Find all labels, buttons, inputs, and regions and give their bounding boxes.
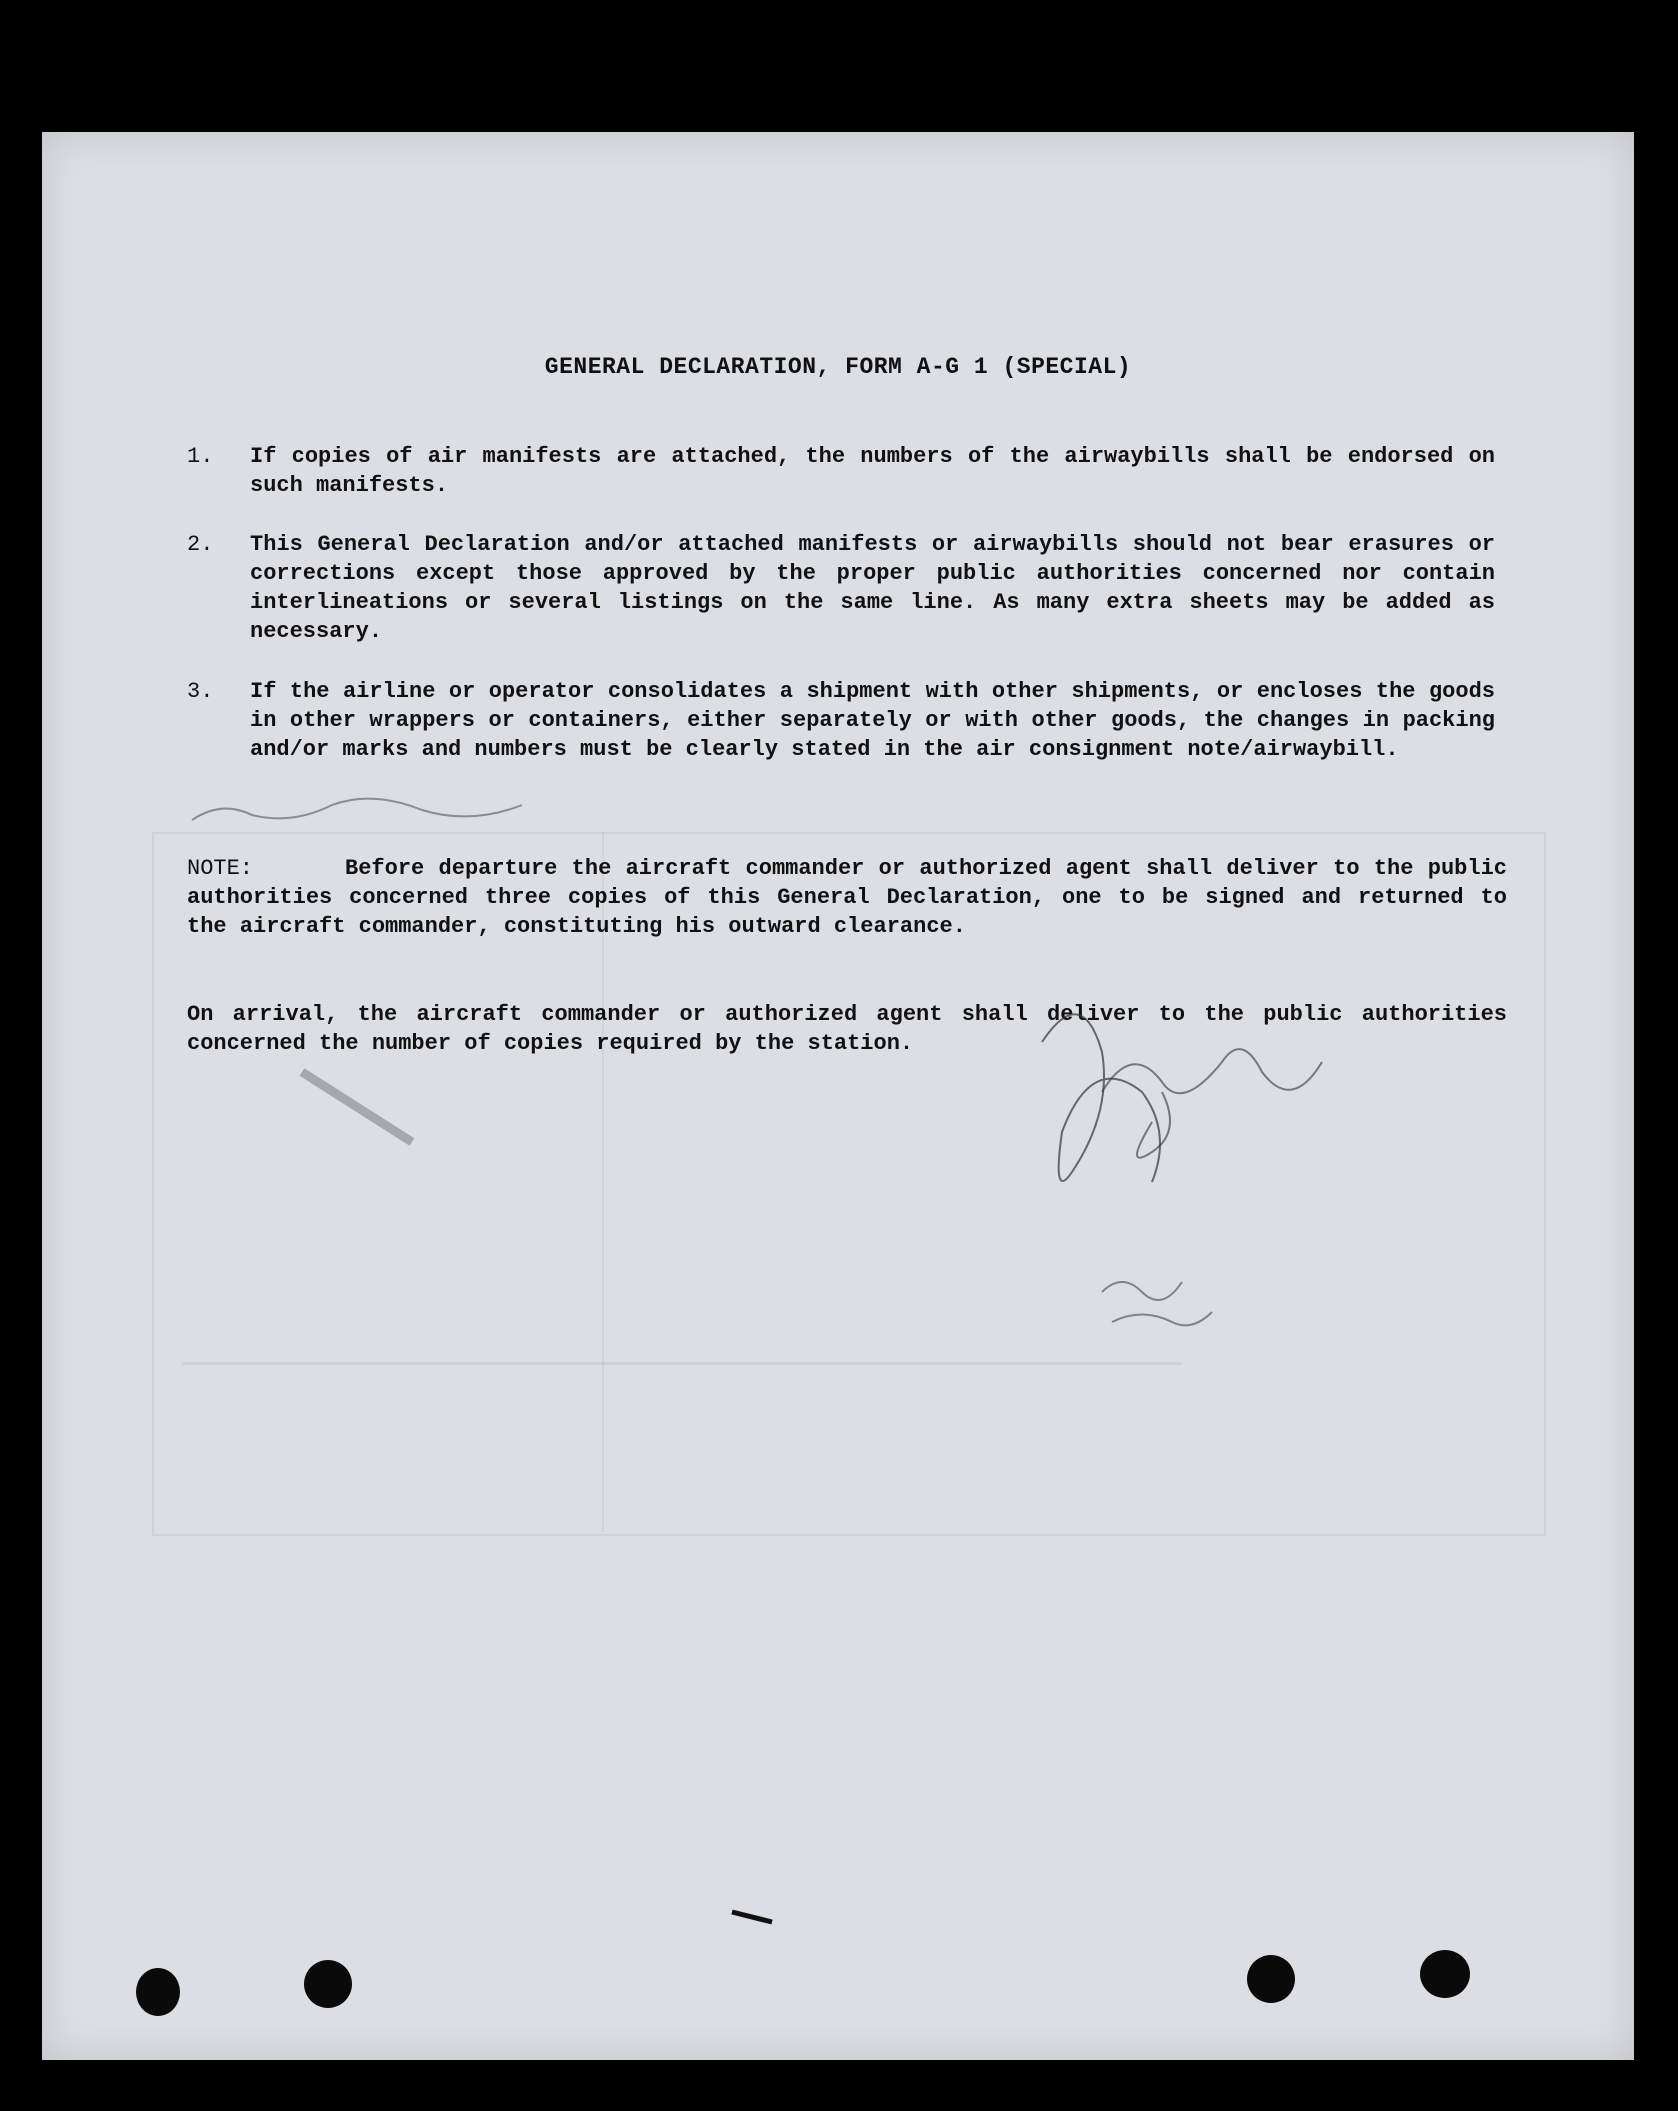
handwritten-marks	[42, 132, 1634, 2060]
arrival-paragraph: On arrival, the aircraft commander or authorized agent shall deliver to the public authorities concerned the number of copies required by the station.	[187, 1002, 1507, 1056]
document-page	[42, 132, 1634, 2060]
item-number: 3.	[187, 679, 214, 704]
note-label: NOTE:	[187, 856, 254, 881]
item-text: If the airline or operator consolidates a shipment with other shipments, or encloses the goods in other wrappers or containers, either separately or with other goods, the changes in packing and/or marks and numbers must be clearly stated in the air consignment note/airwaybill.	[250, 679, 1495, 762]
punch-hole	[304, 1960, 352, 2008]
punch-hole	[1247, 1955, 1295, 2003]
item-text: If copies of air manifests are attached, the numbers of the airwaybills shall be endorsed on such manifests.	[250, 444, 1495, 498]
punch-hole	[136, 1968, 180, 2016]
item-text: This General Declaration and/or attached manifests or airwaybills should not bear erasures or corrections except those approved by the proper public authorities concerned nor contain interlineations or several listings on the same line. As many extra sheets may be added as necessary.	[250, 532, 1495, 644]
item-number: 2.	[187, 532, 214, 557]
punch-hole	[1420, 1950, 1470, 1998]
item-number: 1.	[187, 444, 214, 469]
note-text: Before departure the aircraft commander or authorized agent shall deliver to the public authorities concerned three copies of this General Declaration, one to be signed and returned to the aircraft commander, constituting his outward clearance.	[187, 856, 1507, 939]
page-title: GENERAL DECLARATION, FORM A-G 1 (SPECIAL)	[544, 354, 1132, 380]
